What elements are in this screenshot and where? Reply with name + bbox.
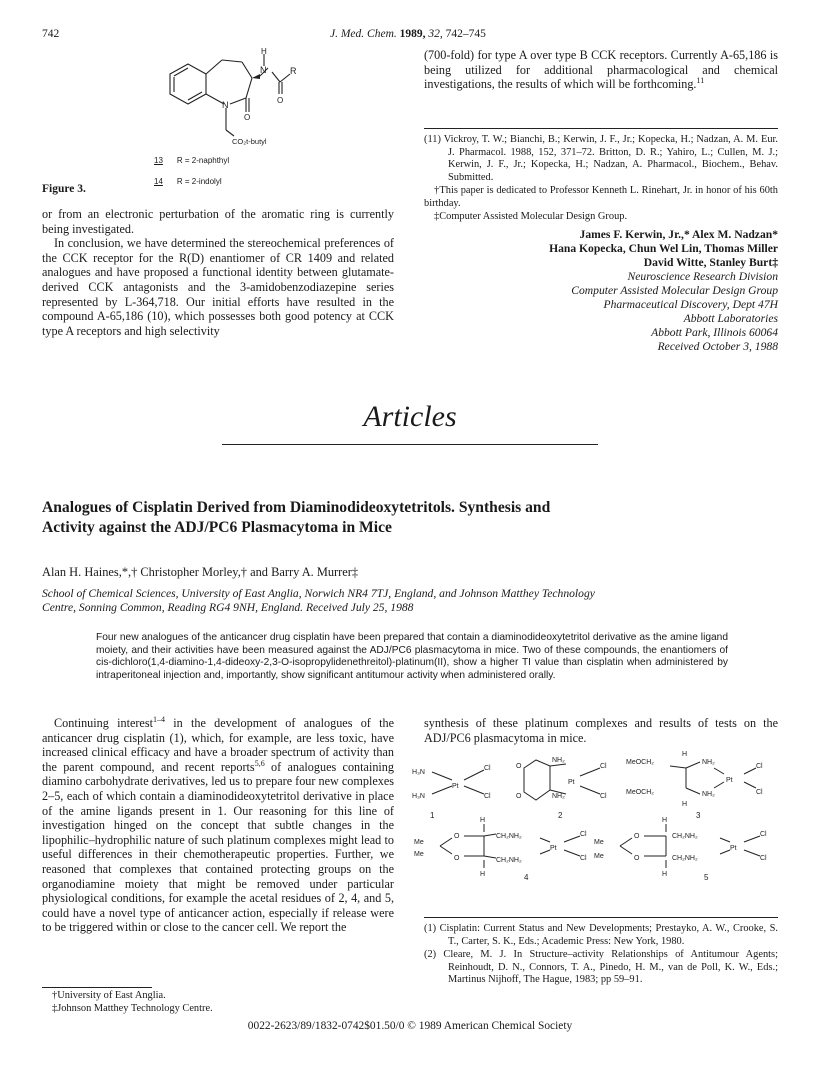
struct-o2: O	[244, 113, 251, 122]
nh2-label: NH₂	[702, 791, 715, 798]
ch2nh2-label: CH₂NH₂	[496, 857, 522, 864]
o-label: O	[454, 855, 460, 862]
footnote-rule	[42, 987, 152, 988]
compound-number-2: 2	[558, 811, 563, 820]
affiliation-line: Pharmaceutical Discovery, Dept 47H	[603, 298, 778, 311]
ch2nh2-label: CH₂NH₂	[672, 855, 698, 862]
nh2-label: NH₂	[552, 793, 565, 800]
pt-label: Pt	[730, 845, 737, 852]
pt-label: Pt	[550, 845, 557, 852]
affiliation-line: Abbott Laboratories	[683, 312, 778, 325]
struct-o1: O	[277, 96, 284, 105]
title-line: Analogues of Cisplatin Derived from Diaminodideoxytetritols. Synthesis and	[42, 499, 551, 516]
h3n-label: H₃N	[412, 769, 425, 776]
affiliation-line: Computer Assisted Molecular Design Group	[571, 284, 778, 297]
reference-1: (1) Cisplatin: Current Status and New Developments; Prestayko, A. W., Crooke, S. T., Carter, S. K., Eds.; Academic Press: New York, 1980.	[424, 923, 778, 947]
cl-label: Cl	[484, 793, 491, 800]
citation: 5,6	[254, 758, 265, 768]
struct-r: R	[290, 66, 297, 76]
paragraph: In conclusion, we have determined the stereochemical preferences of the CCK receptor for the R(D) enantiomer of CR 1409 and related analogues and have proposed a functional identity between glutamate-derived CCK antagonists and the 3-amidobenzodiazepine series represented by L-364,718. Our initial efforts have resulted in the compound A-65,186 (10), which possesses both good potency at CCK type A receptors and high selectivity	[42, 236, 394, 338]
affiliation-line: Neuroscience Research Division	[627, 270, 778, 283]
references-rule	[424, 917, 778, 918]
paragraph	[42, 716, 394, 935]
affiliation-line: Centre, Sonning Common, Reading RG4 9NH, England. Received July 25, 1988	[42, 601, 414, 614]
page-number: 742	[42, 28, 60, 40]
compound-number-1: 1	[430, 811, 435, 820]
letter-authors	[424, 228, 778, 354]
pt-label: Pt	[452, 783, 459, 790]
body-left-text	[42, 716, 394, 935]
compound-number-5: 5	[704, 873, 709, 882]
o-label: O	[516, 763, 522, 770]
body-left-footnotes	[52, 990, 392, 1015]
citation: 11	[696, 76, 705, 86]
h3n-label: H₃N	[412, 793, 425, 800]
h-label: H	[662, 871, 668, 878]
nh2-label: NH₂	[552, 757, 565, 764]
cl-label: Cl	[484, 765, 491, 772]
received-date: Received October 3, 1988	[657, 340, 778, 353]
journal-year: 1989,	[399, 28, 426, 40]
me-label: Me	[594, 839, 604, 846]
author-line: James F. Kerwin, Jr.,* Alex M. Nadzan*	[579, 228, 778, 241]
h-label: H	[682, 801, 688, 808]
references	[424, 923, 778, 988]
article-authors: Alan H. Haines,*,† Christopher Morley,† and Barry A. Murrer‡	[42, 565, 359, 579]
cl-label: Cl	[580, 831, 587, 838]
pt-label: Pt	[568, 779, 575, 786]
cl-label: Cl	[580, 855, 587, 862]
h-label: H	[662, 817, 668, 824]
figure3-label: Figure 3.	[42, 183, 86, 195]
compound-number-3: 3	[696, 811, 701, 820]
cl-label: Cl	[756, 763, 763, 770]
body-right-text	[424, 716, 778, 745]
section-title: Articles	[363, 400, 457, 433]
page-footer: 0022-2623/89/1832-0742$01.50/0 © 1989 American Chemical Society	[247, 1020, 573, 1032]
compound-desc: R = 2-naphthyl	[176, 156, 230, 165]
abstract: Four new analogues of the anticancer drug cisplatin have been prepared that contain a diaminodideoxytetritol derivative as the amine ligand moiety, and their activities have been measured against the ADJ/PC6 plasmacytoma in mice. Two of these compounds, the enantiomers of cis-dichloro(1,4-diamino-1,4-dideoxy-2,3-O-isopropylidenethreitol)-platinum(II), show a higher TI value than cisplatin when administered by intraperitoneal injection and, importantly, show significant antitumour activity when administered orally.	[96, 632, 728, 681]
article-affiliation	[42, 587, 782, 615]
me-label: Me	[414, 839, 424, 846]
compound-list	[154, 150, 229, 192]
author-line: Hana Kopecka, Chun Wel Lin, Thomas Miller	[549, 242, 778, 255]
affiliation-line: Abbott Park, Illinois 60064	[651, 326, 778, 339]
paragraph: or from an electronic perturbation of the aromatic ring is currently being investigated.	[42, 207, 394, 236]
cl-label: Cl	[600, 793, 607, 800]
paragraph-text: Continuing interest	[54, 716, 153, 730]
h-label: H	[480, 817, 486, 824]
struct-substituent: CO₂t-butyl	[232, 137, 267, 146]
section-rule	[222, 444, 598, 445]
compound-14	[154, 171, 229, 192]
o-label: O	[634, 833, 640, 840]
reference-11: (11) Vickroy, T. W.; Bianchi, B.; Kerwin, J. F., Jr.; Kopecka, H.; Nadzan, A. M. Eur. J. Pharmacol. 1988, 152, 371–72. Britton, D. R.; Yahiro, L.; Cullen, M. J.; Kerwin, J. F., Jr.; Kopecka, H.; Nadzan, A. Pharmacol., Biochem., Behav. Submitted.	[424, 134, 778, 183]
h-label: H	[682, 751, 688, 758]
platinum-complexes-diagram	[404, 748, 784, 898]
article-title	[42, 498, 782, 538]
footnote: ‡Johnson Matthey Technology Centre.	[52, 1002, 213, 1014]
journal-name: J. Med. Chem.	[330, 28, 397, 40]
struct-n2: N	[222, 100, 229, 110]
cl-label: Cl	[756, 789, 763, 796]
author-line: David Witte, Stanley Burt‡	[643, 256, 778, 269]
compound-number: 13	[154, 156, 163, 165]
cmdg-note: ‡Computer Assisted Molecular Design Group.	[434, 210, 628, 222]
cl-label: Cl	[760, 831, 767, 838]
divider	[424, 128, 778, 129]
left-top-text	[42, 207, 394, 338]
cl-label: Cl	[600, 763, 607, 770]
me-label: Me	[594, 853, 604, 860]
structures-1-5	[404, 748, 784, 898]
running-header	[330, 28, 486, 40]
o-label: O	[634, 855, 640, 862]
compound-13	[154, 150, 229, 171]
journal-volume: 32,	[428, 28, 443, 40]
reference-2: (2) Cleare, M. J. In Structure–activity Relationships of Antitumour Agents; Reinhoudt, D. N., Connors, T. A., Pinedo, H. M., van de Poll, K. W., Eds.; Martinus Nijhoff, The Hague, 1983; pp 59–91.	[424, 949, 778, 986]
h-label: H	[480, 871, 486, 878]
pt-label: Pt	[726, 777, 733, 784]
paragraph: synthesis of these platinum complexes and results of tests on the ADJ/PC6 plasmacytoma in mice.	[424, 716, 778, 745]
me-label: Me	[414, 851, 424, 858]
paragraph-text: of analogues containing diamino carbohydrate derivatives, led us to prepare four new complexes 2–5, each of which contain a diaminodideoxytetritol derivative in place of the amine ligands present in 1. Our reasoning for this line of investigation hinged on the concept that subtle changes in the lipophilic–hydrophilic nature of such platinum complexes might lead to useful differences in their chemotherapeutic properties. Further, we reasoned that complexes that contained protecting groups on the organodiamine moiety that might be removed under particular physiological conditions, for example the acetal residues of 2, 4, and 5, could have a novel type of anticancer action, especially if release were to be triggered within or close to the cancer cell. We report the	[42, 759, 394, 935]
meoch2-label: MeOCH₂	[626, 789, 654, 796]
right-top-text	[424, 48, 778, 92]
ch2nh2-label: CH₂NH₂	[496, 833, 522, 840]
footnote: †University of East Anglia.	[52, 990, 166, 1001]
dedication-note: †This paper is dedicated to Professor Kenneth L. Rinehart, Jr. in honor of his 60th birthday.	[424, 185, 778, 209]
ch2nh2-label: CH₂NH₂	[672, 833, 698, 840]
right-footnotes	[424, 134, 778, 223]
o-label: O	[516, 793, 522, 800]
title-line: Activity against the ADJ/PC6 Plasmacytoma in Mice	[42, 519, 392, 536]
struct-h: H	[261, 47, 267, 56]
affiliation-line: School of Chemical Sciences, University of East Anglia, Norwich NR4 7TJ, England, and Johnson Matthey Technology	[42, 587, 595, 600]
compound-number: 14	[154, 177, 163, 186]
compound-number-4: 4	[524, 873, 529, 882]
cl-label: Cl	[760, 855, 767, 862]
compound-desc: R = 2-indolyl	[176, 177, 222, 186]
o-label: O	[454, 833, 460, 840]
paragraph-text: in the development of analogues of the anticancer drug cisplatin (1), which, for example, are less toxic, have increased clinical efficacy and have a broader spectrum of activity than the parent compound, and recent reports	[42, 716, 394, 774]
struct-n1: N	[260, 65, 267, 75]
citation: 1–4	[152, 714, 165, 724]
nh2-label: NH₂	[702, 759, 715, 766]
paragraph-text: (700-fold) for type A over type B CCK receptors. Currently A-65,186 is being utilized for additional pharmacological and chemical investigations, the results of which will be forthcoming.	[424, 48, 778, 92]
meoch2-label: MeOCH₂	[626, 759, 654, 766]
paragraph	[424, 48, 778, 92]
journal-pages: 742–745	[445, 28, 486, 40]
